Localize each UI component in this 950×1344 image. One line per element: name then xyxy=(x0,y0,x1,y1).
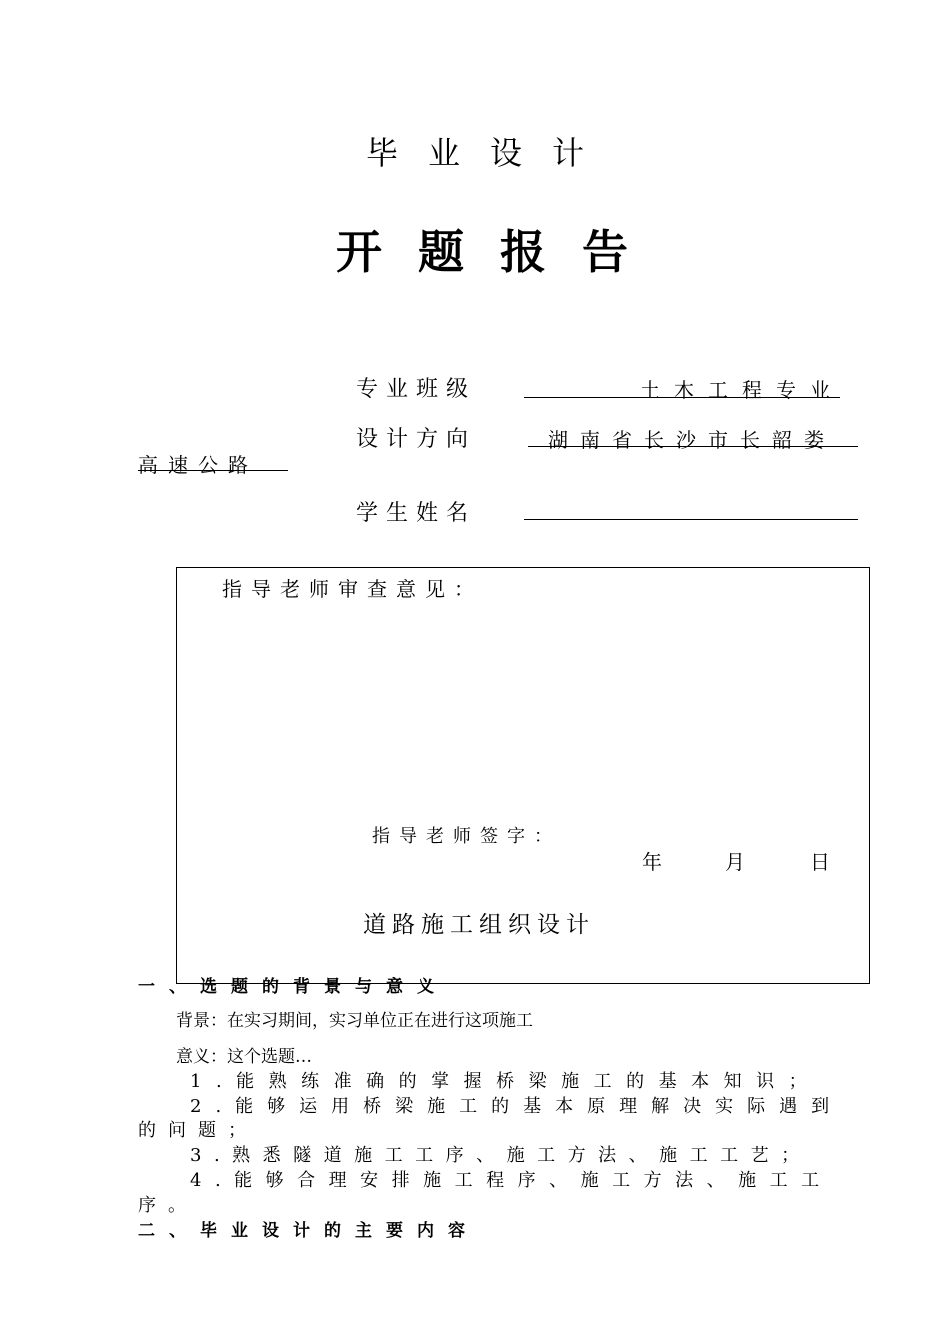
list-item-2-line1: 2.能够运用桥梁施工的基本原理解决实际遇到 xyxy=(190,1096,844,1117)
document-title: 毕业设计 xyxy=(365,134,614,172)
date-year-label: 年 xyxy=(642,850,662,874)
list-item-3: 3.熟悉隧道施工工序、施工方法、施工工艺； xyxy=(190,1145,812,1166)
background-text: 背景：在实习期间，实习单位正在进行这项施工 xyxy=(176,1011,533,1031)
advisor-signature-label: 指导老师签字： xyxy=(372,826,561,847)
design-topic-title: 道路施工组织设计 xyxy=(363,912,595,938)
list-item-1: 1.能熟练准确的掌握桥梁施工的基本知识； xyxy=(190,1071,822,1092)
major-underline xyxy=(524,397,840,398)
section2-heading: 二、毕业设计的主要内容 xyxy=(138,1221,479,1241)
meaning-text: 意义：这个选题… xyxy=(176,1047,312,1067)
direction-value-line2: 高速公路 xyxy=(138,453,258,477)
section1-heading: 一、选题的背景与意义 xyxy=(138,977,448,997)
list-item-4-line1: 4.能够合理安排施工程序、施工方法、施工工 xyxy=(190,1170,833,1191)
major-value: 土木工程专业 xyxy=(640,378,844,402)
list-item-4-line2: 序。 xyxy=(138,1195,198,1216)
direction-value-line1: 湖南省长沙市长韶娄 xyxy=(548,428,836,452)
direction-underline-1 xyxy=(528,446,858,447)
student-name-label: 学生姓名 xyxy=(356,501,477,526)
advisor-review-heading: 指导老师审查意见： xyxy=(222,577,483,601)
date-month-label: 月 xyxy=(725,850,745,874)
date-day-label: 日 xyxy=(810,850,830,874)
direction-label: 设计方向 xyxy=(356,427,477,452)
major-label: 专业班级 xyxy=(356,377,477,402)
direction-underline-2 xyxy=(138,470,288,471)
document-subtitle: 开题报告 xyxy=(336,225,664,279)
list-item-2-line2: 的问题； xyxy=(138,1120,258,1141)
student-name-underline xyxy=(524,519,858,520)
